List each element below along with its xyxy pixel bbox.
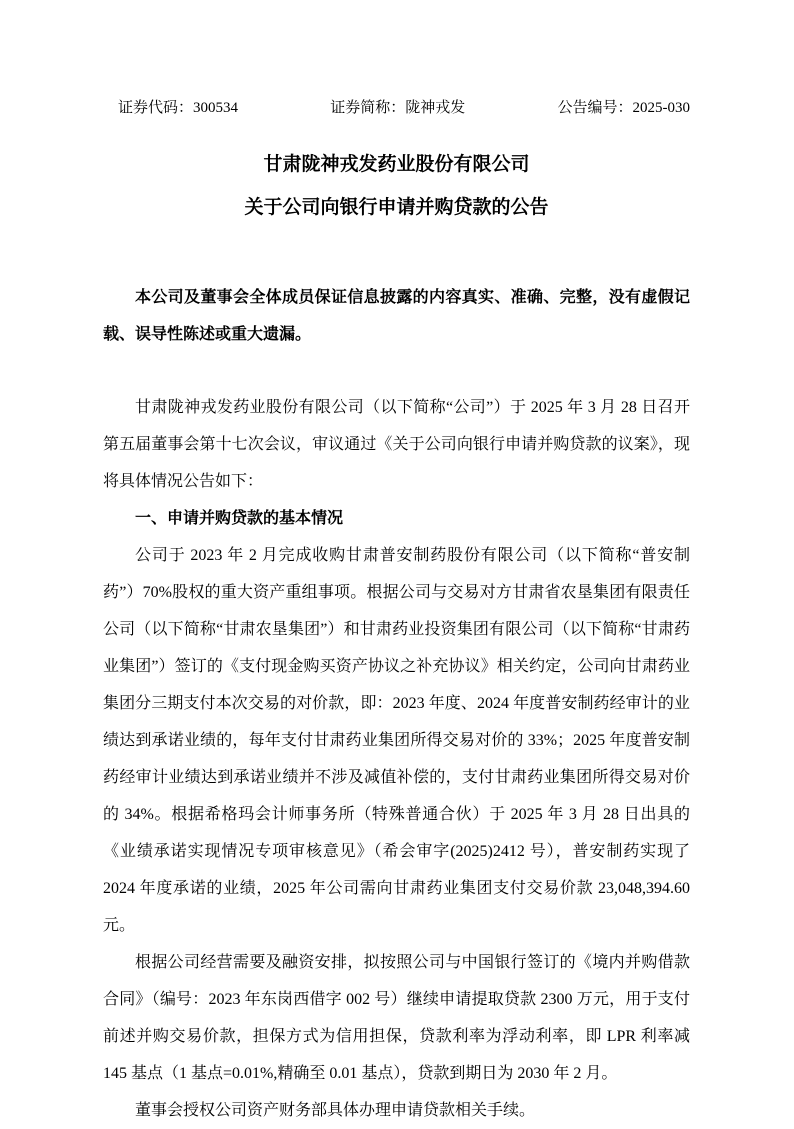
section-heading-1: 一、申请并购贷款的基本情况 bbox=[135, 510, 344, 527]
announcement-number: 公告编号：2025-030 bbox=[557, 100, 690, 116]
document-body bbox=[103, 389, 690, 1129]
authorization-paragraph: 董事会授权公司资产财务部具体办理申请贷款相关手续。 bbox=[135, 1102, 536, 1119]
title-company-name: 甘肃陇神戎发药业股份有限公司 bbox=[263, 154, 530, 175]
stock-code: 证券代码：300534 bbox=[118, 100, 239, 116]
document-title bbox=[103, 143, 690, 229]
loan-terms-paragraph: 根据公司经营需要及融资安排，拟按照公司与中国银行签订的《境内并购借款合同》（编号：2023 年东岗西借字 002 号）继续申请提取贷款 2300 万元，用于支付前述并购交易价款，担保方式为信用担保，贷款利率为浮动利率，即 LPR 利率减 145 基点（1 基点=0.01%,精确至 0.01 基点），贷款到期日为 2030 年 2 月。 bbox=[103, 954, 690, 1082]
document-header-row bbox=[103, 96, 690, 117]
intro-paragraph: 甘肃陇神戎发药业股份有限公司（以下简称“公司”）于 2025 年 3 月 28 日召开第五届董事会第十七次会议，审议通过《关于公司向银行申请并购贷款的议案》，现将具体情况公告如下： bbox=[103, 399, 690, 490]
loan-background-paragraph: 公司于 2023 年 2 月完成收购甘肃普安制药股份有限公司（以下简称“普安制药”）70%股权的重大资产重组事项。根据公司与交易对方甘肃省农垦集团有限责任公司（以下简称“甘肃农垦集团”）和甘肃药业投资集团有限公司（以下简称“甘肃药业集团”）签订的《支付现金购买资产协议之补充协议》相关约定，公司向甘肃药业集团分三期支付本次交易的对价款，即：2023 年度、2024 年度普安制药经审计的业绩达到承诺业绩的，每年支付甘肃药业集团所得交易对价的 33%；2025 年度普安制药经审计业绩达到承诺业绩并不涉及减值补偿的，支付甘肃药业集团所得交易对价的 34%。根据希格玛会计师事务所（特殊普通合伙）于 2025 年 3 月 28 日出具的《业绩承诺实现情况专项审核意见》（希会审字(2025)2412 号），普安制药实现了 2024 年度承诺的业绩，2025 年公司需向甘肃药业集团支付交易价款 23,048,394.60 元。 bbox=[103, 547, 690, 934]
title-subject: 关于公司向银行申请并购贷款的公告 bbox=[244, 197, 549, 218]
disclaimer-statement: 本公司及董事会全体成员保证信息披露的内容真实、准确、完整，没有虚假记载、误导性陈述或重大遗漏。 bbox=[103, 289, 690, 343]
stock-short-name: 证券简称：陇神戎发 bbox=[330, 100, 466, 116]
